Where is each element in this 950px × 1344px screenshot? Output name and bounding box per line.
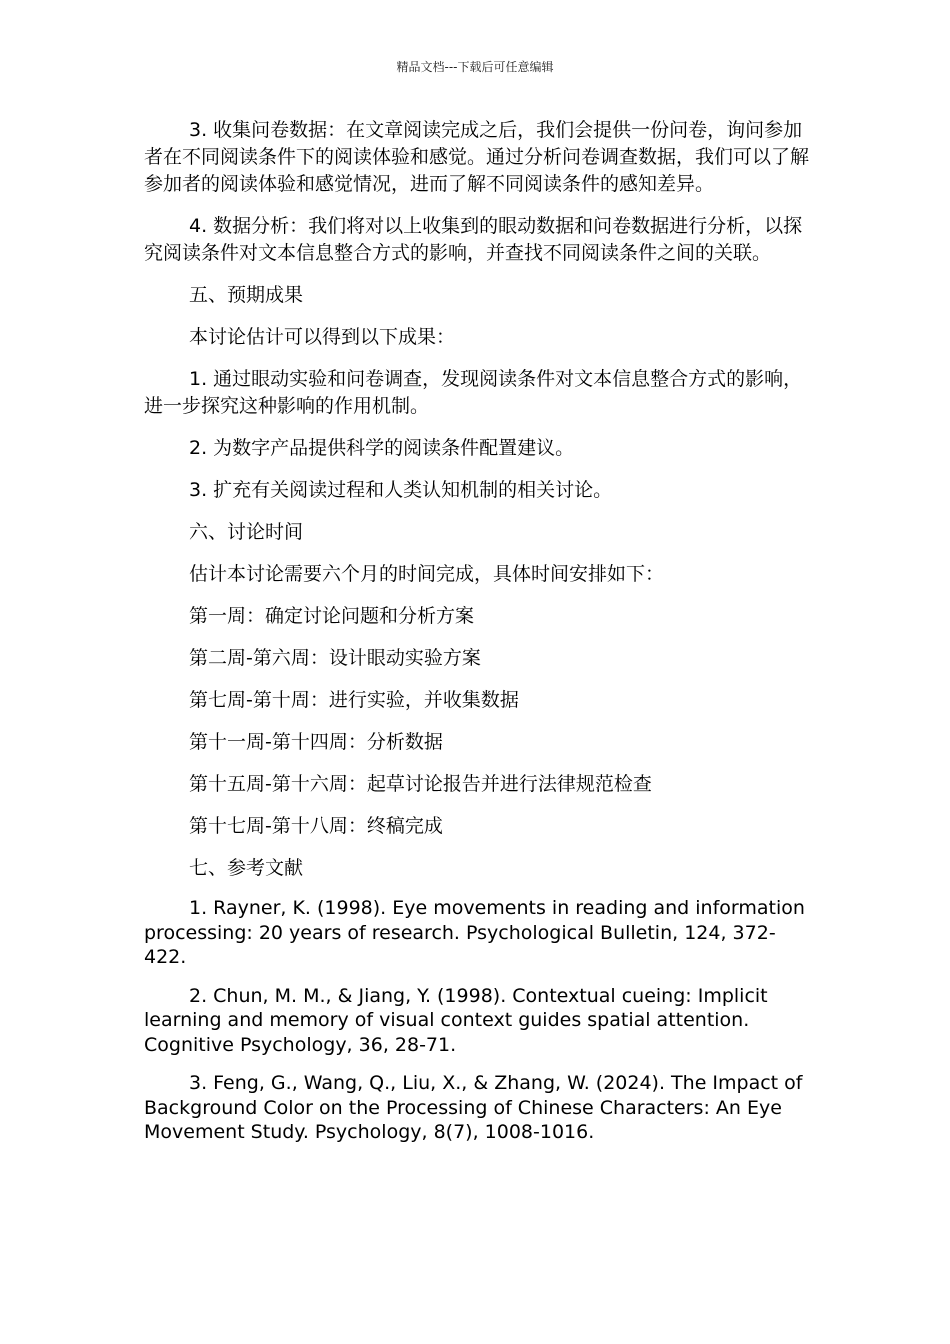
schedule-item-3: 第七周-第十周：进行实验，并收集数据 <box>189 689 519 711</box>
schedule-item-2: 第二周-第六周：设计眼动实验方案 <box>189 647 481 669</box>
reference-item-3: 3. Feng, G., Wang, Q., Liu, X., & Zhang, W. (2024). The Impact of Background Color on the Processing of Chinese Characters: An Eye Movement Study. Psychology, 8(7), 1008-1016. <box>144 1072 803 1143</box>
paragraph-data-analysis: 4. 数据分析：我们将对以上收集到的眼动数据和问卷数据进行分析，以探究阅读条件对文本信息整合方式的影响，并查找不同阅读条件之间的关联。 <box>144 215 803 264</box>
section-heading-references: 七、参考文献 <box>189 857 304 879</box>
section-heading-expected-results: 五、预期成果 <box>189 284 304 306</box>
result-item-1: 1. 通过眼动实验和问卷调查，发现阅读条件对文本信息整合方式的影响，进一步探究这种影响的作用机制。 <box>144 368 803 417</box>
reference-item-1: 1. Rayner, K. (1998). Eye movements in reading and information processing: 20 years of research. Psychological Bulletin, 124, 372-422. <box>144 897 805 968</box>
reference-item-2: 2. Chun, M. M., & Jiang, Y. (1998). Contextual cueing: Implicit learning and memory of visual context guides spatial attention. Cognitive Psychology, 36, 28-71. <box>144 984 768 1056</box>
result-item-2: 2. 为数字产品提供科学的阅读条件配置建议。 <box>189 437 575 459</box>
paragraph-schedule-intro: 估计本讨论需要六个月的时间完成，具体时间安排如下： <box>189 563 665 585</box>
paragraph-results-intro: 本讨论估计可以得到以下成果： <box>189 326 456 348</box>
schedule-item-5: 第十五周-第十六周：起草讨论报告并进行法律规范检查 <box>189 773 652 795</box>
result-item-3: 3. 扩充有关阅读过程和人类认知机制的相关讨论。 <box>189 479 613 501</box>
schedule-item-1: 第一周：确定讨论问题和分析方案 <box>189 605 475 627</box>
page-header: 精品文档---下载后可任意编辑 <box>396 60 554 74</box>
schedule-item-6: 第十七周-第十八周：终稿完成 <box>189 815 443 837</box>
document-body <box>144 117 809 1145</box>
section-heading-schedule: 六、讨论时间 <box>189 521 304 543</box>
schedule-item-4: 第十一周-第十四周：分析数据 <box>189 731 443 753</box>
paragraph-survey-data: 3. 收集问卷数据：在文章阅读完成之后，我们会提供一份问卷，询问参加者在不同阅读条件下的阅读体验和感觉。通过分析问卷调查数据，我们可以了解参加者的阅读体验和感觉情况，进而了解不同阅读条件的感知差异。 <box>144 119 810 195</box>
